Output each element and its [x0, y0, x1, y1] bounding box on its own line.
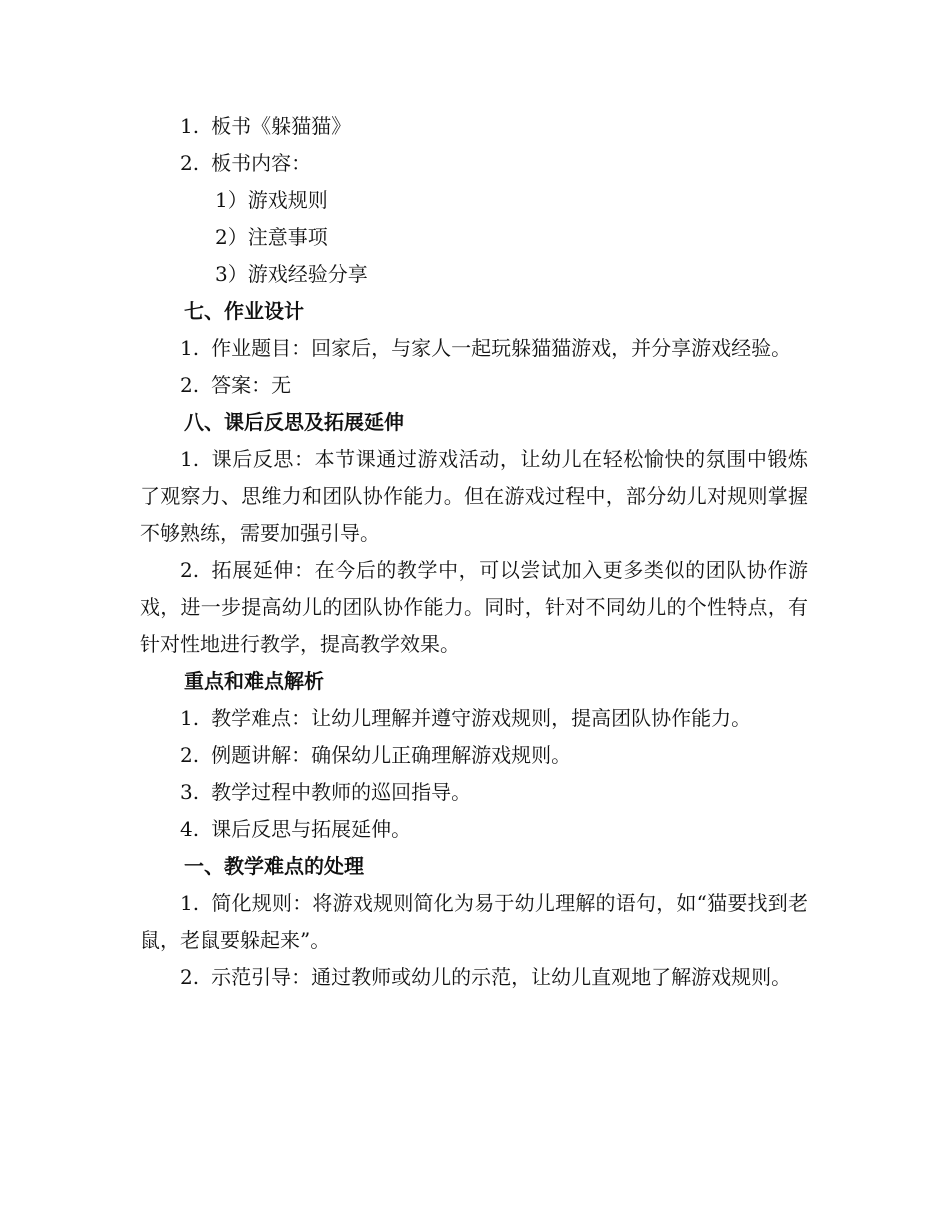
document-body — [140, 108, 808, 996]
item-number: 2. — [180, 743, 200, 767]
paragraph-text: 作业题目：回家后，与家人一起玩躲猫猫游戏，并分享游戏经验。 — [211, 336, 792, 360]
list-item — [140, 145, 808, 182]
item-number: 2. — [180, 373, 200, 397]
section-heading: 一、教学难点的处理 — [184, 854, 364, 878]
paragraph — [140, 441, 808, 552]
list-item — [140, 774, 808, 811]
item-number: 1. — [180, 891, 200, 915]
list-item — [140, 700, 808, 737]
item-text: 例题讲解：确保幼儿正确理解游戏规则。 — [211, 743, 572, 767]
paragraph — [140, 330, 808, 367]
item-number: 4. — [180, 817, 200, 841]
section-heading: 重点和难点解析 — [184, 669, 324, 693]
item-text: 板书《躲猫猫》 — [211, 114, 352, 138]
item-text: 教学难点：让幼儿理解并遵守游戏规则，提高团队协作能力。 — [211, 706, 752, 730]
paragraph-text: 拓展延伸：在今后的教学中，可以尝试加入更多类似的团队协作游戏，进一步提高幼儿的团队协作能力。同时，针对不同幼儿的个性特点，有针对性地进行教学，提高教学效果。 — [140, 558, 808, 656]
paragraph — [140, 552, 808, 663]
list-item — [140, 367, 808, 404]
paragraph-text: 示范引导：通过教师或幼儿的示范，让幼儿直观地了解游戏规则。 — [211, 965, 792, 989]
item-number: 1. — [180, 114, 200, 138]
list-item — [140, 108, 808, 145]
sub-item: 1）游戏规则 — [215, 188, 328, 212]
paragraph-text: 简化规则：将游戏规则简化为易于幼儿理解的语句，如“猫要找到老鼠，老鼠要躲起来”。 — [140, 891, 808, 952]
paragraph-text: 课后反思：本节课通过游戏活动，让幼儿在轻松愉快的氛围中锻炼了观察力、思维力和团队协作能力。但在游戏过程中，部分幼儿对规则掌握不够熟练，需要加强引导。 — [140, 447, 808, 545]
item-number: 1. — [180, 706, 200, 730]
list-item — [140, 737, 808, 774]
list-item — [140, 811, 808, 848]
item-number: 2. — [180, 151, 200, 175]
sub-item: 2）注意事项 — [215, 225, 328, 249]
item-text: 教学过程中教师的巡回指导。 — [211, 780, 472, 804]
item-text: 板书内容： — [211, 151, 312, 175]
item-number: 2. — [180, 965, 200, 989]
item-number: 2. — [180, 558, 200, 582]
sub-item: 3）游戏经验分享 — [215, 262, 368, 286]
item-number: 1. — [180, 447, 200, 471]
item-number: 3. — [180, 780, 200, 804]
paragraph — [140, 959, 808, 996]
section-heading: 八、课后反思及拓展延伸 — [184, 410, 404, 434]
section-heading: 七、作业设计 — [184, 299, 304, 323]
item-number: 1. — [180, 336, 200, 360]
item-text: 答案：无 — [211, 373, 292, 397]
paragraph — [140, 885, 808, 959]
item-text: 课后反思与拓展延伸。 — [211, 817, 412, 841]
